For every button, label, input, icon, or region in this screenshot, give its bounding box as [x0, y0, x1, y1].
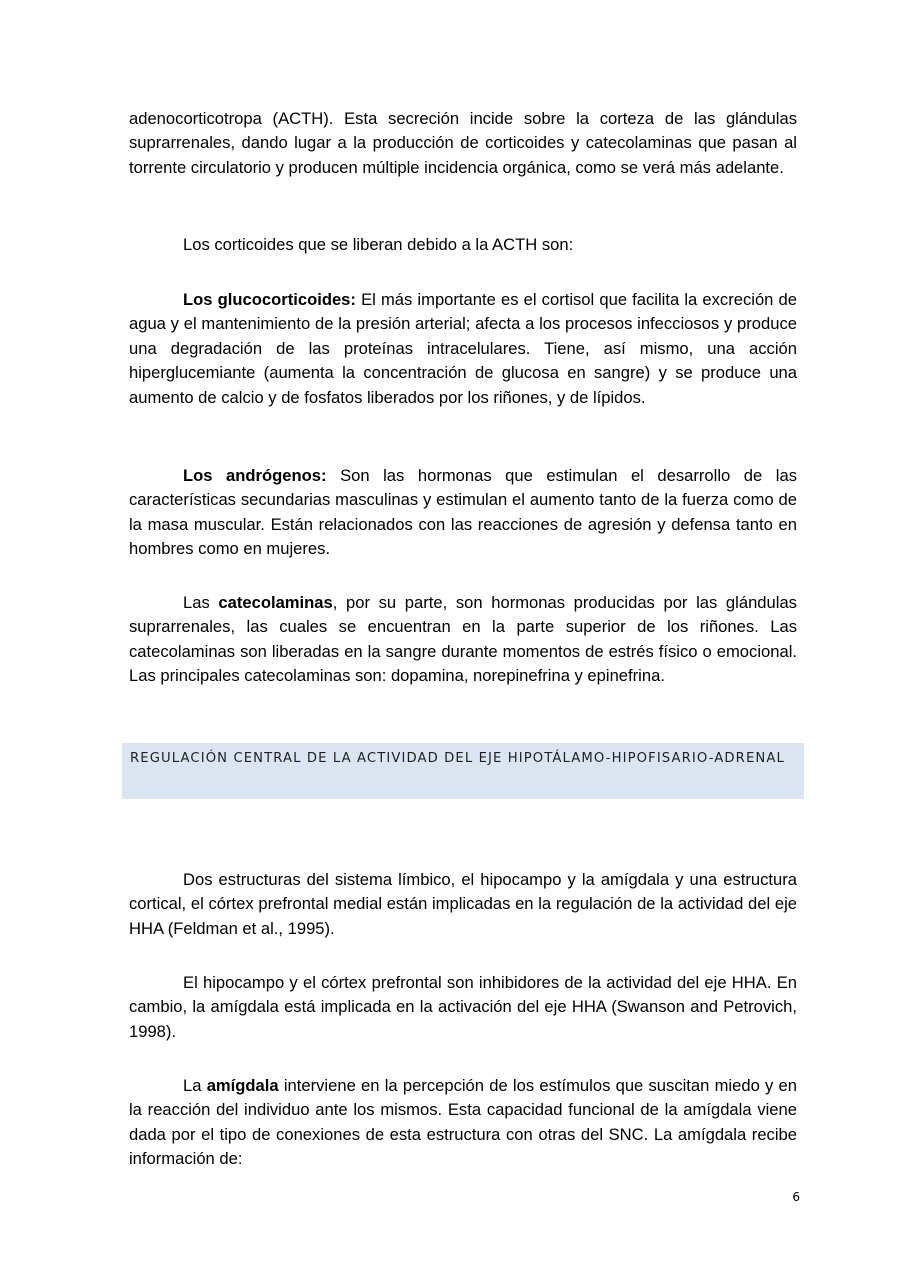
section-heading: REGULACIÓN CENTRAL DE LA ACTIVIDAD DEL EJE HIPOTÁLAMO-HIPOFISARIO-ADRENAL	[130, 751, 785, 766]
paragraph-catecolaminas	[129, 591, 797, 689]
term-catecolaminas: catecolaminas	[218, 593, 333, 612]
paragraph-catecolaminas-lead: Las	[183, 593, 219, 612]
term-amigdala: amígdala	[206, 1076, 279, 1095]
paragraph-amigdala-text: interviene en la percepción de los estímulos que suscitan miedo y en la reacción del individuo ante los mismos. Esta capacidad funcional de la amígdala viene dada por el tipo de conexiones de esta estructura con otras del SNC. La amígdala recibe información de:	[129, 1076, 797, 1169]
paragraph-estructuras-limbicas: Dos estructuras del sistema límbico, el hipocampo y la amígdala y una estructura cortical, el córtex prefrontal medial están implicadas en la regulación de la actividad del eje HHA (Feldman et al., 1995).	[129, 870, 797, 938]
term-androgenos: Los andrógenos:	[183, 466, 327, 485]
paragraph-amigdala-lead: La	[183, 1076, 207, 1095]
term-glucocorticoides: Los glucocorticoides:	[183, 290, 356, 309]
paragraph-acth: adenocorticotropa (ACTH). Esta secreción incide sobre la corteza de las glándulas suprarrenales, dando lugar a la producción de corticoides y catecolaminas que pasan al torrente circulatorio y producen múltiple incidencia orgánica, como se verá más adelante.	[129, 109, 797, 177]
paragraph-amigdala	[129, 1074, 797, 1172]
paragraph-glucocorticoides-text: El más importante es el cortisol que facilita la excreción de agua y el mantenimiento de la presión arterial; afecta a los procesos infecciosos y produce una degradación de las proteínas intracelulares. Tiene, así mismo, una acción hiperglucemiante (aumenta la concentración de glucosa en sangre) y se produce una aumento de calcio y de fosfatos liberados por los riñones, y de lípidos.	[129, 290, 797, 407]
paragraph-glucocorticoides	[129, 288, 797, 410]
page-number: 6	[792, 1190, 800, 1204]
paragraph-androgenos-text: Son las hormonas que estimulan el desarrollo de las características secundarias masculinas y estimulan el aumento tanto de la fuerza como de la masa muscular. Están relacionados con las reacciones de agresión y defensa tanto en hombres como en mujeres.	[129, 466, 797, 559]
section-heading-box	[122, 743, 804, 799]
paragraph-androgenos	[129, 464, 797, 562]
paragraph-hipocampo: El hipocampo y el córtex prefrontal son inhibidores de la actividad del eje HHA. En cambio, la amígdala está implicada en la activación del eje HHA (Swanson and Petrovich, 1998).	[129, 973, 797, 1041]
paragraph-corticoides-intro: Los corticoides que se liberan debido a la ACTH son:	[183, 235, 574, 254]
paragraph-catecolaminas-text: , por su parte, son hormonas producidas por las glándulas suprarrenales, las cuales se encuentran en la parte superior de los riñones. Las catecolaminas son liberadas en la sangre durante momentos de estrés físico o emocional. Las principales catecolaminas son: dopamina, norepinefrina y epinefrina.	[129, 593, 797, 686]
